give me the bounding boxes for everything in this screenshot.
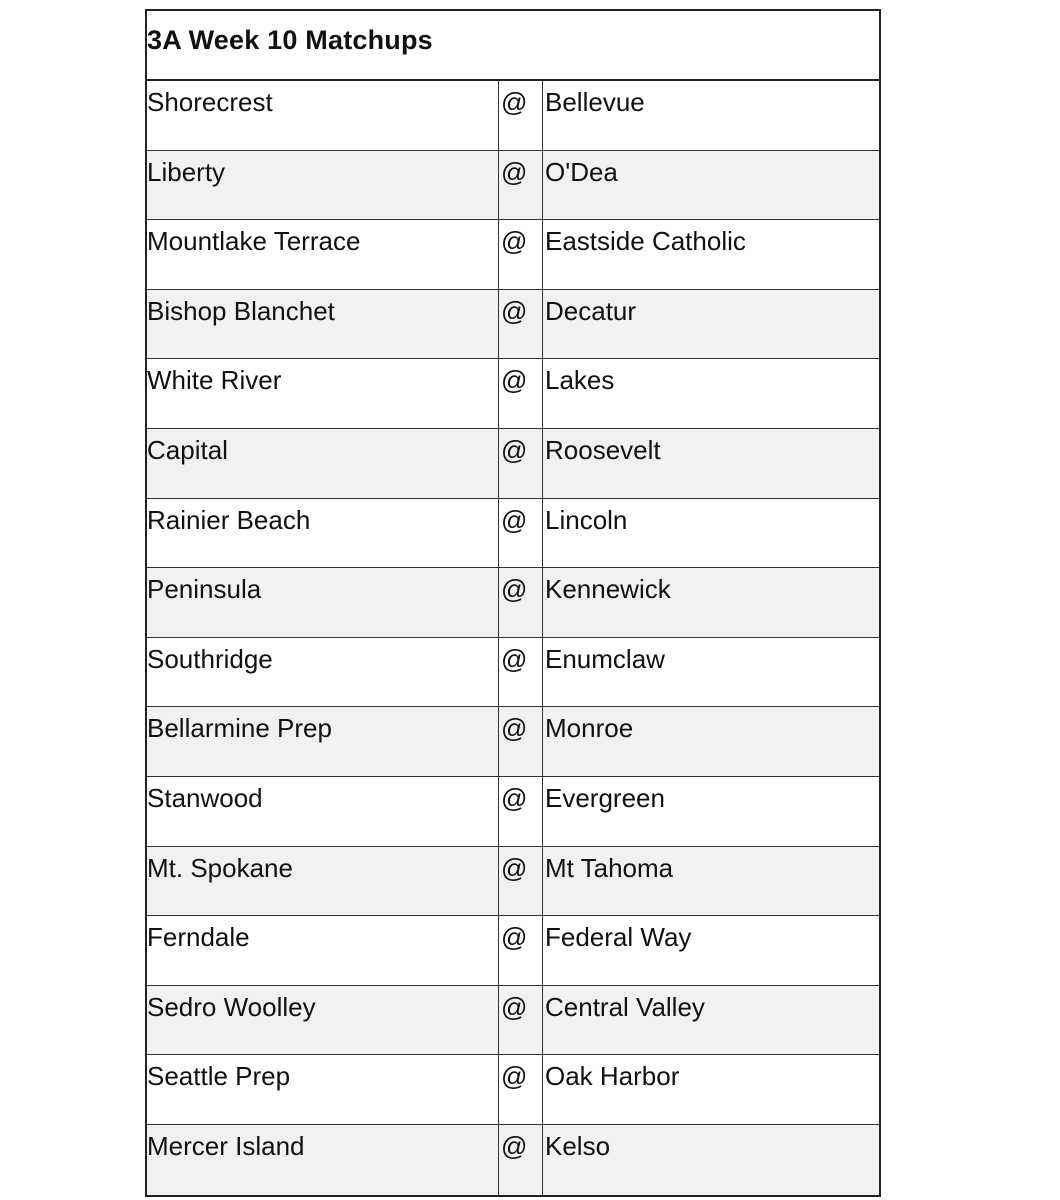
away-team: Bishop Blanchet [147, 295, 335, 326]
away-team-cell [147, 290, 499, 359]
matchup-row [147, 916, 879, 986]
away-team: Mt. Spokane [147, 852, 293, 883]
at-separator-cell [499, 707, 543, 776]
matchup-row [147, 151, 879, 221]
home-team-cell [543, 707, 879, 776]
away-team: Seattle Prep [147, 1061, 291, 1092]
matchup-row [147, 638, 879, 708]
home-team: Monroe [545, 713, 634, 744]
away-team-cell [147, 151, 499, 220]
away-team-cell [147, 429, 499, 498]
home-team-cell [543, 290, 879, 359]
away-team-cell [147, 777, 499, 846]
at-separator: @ [501, 226, 528, 257]
at-separator: @ [501, 1130, 528, 1161]
away-team: Southridge [147, 643, 273, 674]
away-team: White River [147, 365, 282, 396]
matchup-row [147, 847, 879, 917]
at-separator: @ [501, 504, 528, 535]
away-team: Mercer Island [147, 1130, 305, 1161]
at-separator-cell [499, 81, 543, 150]
away-team-cell [147, 81, 499, 150]
home-team-cell [543, 499, 879, 568]
home-team: O'Dea [545, 156, 618, 187]
home-team-cell [543, 151, 879, 220]
home-team-cell [543, 220, 879, 289]
home-team-cell [543, 916, 879, 985]
away-team: Bellarmine Prep [147, 713, 332, 744]
at-separator: @ [501, 643, 528, 674]
at-separator-cell [499, 429, 543, 498]
at-separator-cell [499, 151, 543, 220]
at-separator: @ [501, 782, 528, 813]
at-separator: @ [501, 87, 528, 117]
matchup-row [147, 290, 879, 360]
away-team: Rainier Beach [147, 504, 311, 535]
matchup-row [147, 359, 879, 429]
matchups-table [145, 9, 881, 1197]
matchup-row [147, 777, 879, 847]
home-team-cell [543, 568, 879, 637]
away-team-cell [147, 638, 499, 707]
home-team-cell [543, 847, 879, 916]
away-team-cell [147, 568, 499, 637]
matchup-row [147, 1125, 879, 1195]
home-team: Central Valley [545, 991, 705, 1022]
home-team-cell [543, 1125, 879, 1195]
away-team: Stanwood [147, 782, 263, 813]
home-team: Roosevelt [545, 434, 661, 465]
at-separator: @ [501, 434, 528, 465]
at-separator-cell [499, 638, 543, 707]
matchup-rows [147, 81, 879, 1195]
home-team: Lakes [545, 365, 615, 396]
home-team-cell [543, 359, 879, 428]
home-team-cell [543, 986, 879, 1055]
at-separator-cell [499, 499, 543, 568]
away-team-cell [147, 707, 499, 776]
table-title-row [147, 11, 879, 81]
matchup-row [147, 499, 879, 569]
matchup-row [147, 429, 879, 499]
away-team-cell [147, 220, 499, 289]
at-separator-cell [499, 1125, 543, 1195]
away-team: Ferndale [147, 922, 250, 953]
away-team-cell [147, 1055, 499, 1124]
home-team: Kennewick [545, 574, 671, 605]
table-title: 3A Week 10 Matchups [147, 25, 433, 55]
home-team-cell [543, 777, 879, 846]
at-separator: @ [501, 713, 528, 744]
home-team: Enumclaw [545, 643, 665, 674]
matchup-row [147, 81, 879, 151]
matchup-row [147, 1055, 879, 1125]
at-separator-cell [499, 359, 543, 428]
at-separator-cell [499, 986, 543, 1055]
home-team: Eastside Catholic [545, 226, 746, 257]
at-separator: @ [501, 922, 528, 953]
home-team: Decatur [545, 295, 637, 326]
at-separator-cell [499, 220, 543, 289]
home-team: Mt Tahoma [545, 852, 674, 883]
away-team: Liberty [147, 156, 226, 187]
away-team-cell [147, 847, 499, 916]
home-team: Oak Harbor [545, 1061, 680, 1092]
home-team-cell [543, 429, 879, 498]
matchup-row [147, 707, 879, 777]
home-team-cell [543, 1055, 879, 1124]
away-team: Shorecrest [147, 87, 273, 117]
matchup-row [147, 568, 879, 638]
at-separator: @ [501, 365, 528, 396]
at-separator: @ [501, 1061, 528, 1092]
matchup-row [147, 220, 879, 290]
at-separator-cell [499, 1055, 543, 1124]
away-team-cell [147, 916, 499, 985]
at-separator-cell [499, 568, 543, 637]
away-team-cell [147, 986, 499, 1055]
at-separator: @ [501, 295, 528, 326]
away-team: Peninsula [147, 574, 262, 605]
home-team: Federal Way [545, 922, 692, 953]
away-team: Sedro Woolley [147, 991, 316, 1022]
home-team: Bellevue [545, 87, 645, 117]
matchup-row [147, 986, 879, 1056]
at-separator-cell [499, 847, 543, 916]
at-separator: @ [501, 991, 528, 1022]
at-separator: @ [501, 574, 528, 605]
at-separator-cell [499, 777, 543, 846]
home-team-cell [543, 638, 879, 707]
away-team: Mountlake Terrace [147, 226, 361, 257]
at-separator: @ [501, 852, 528, 883]
home-team-cell [543, 81, 879, 150]
home-team: Evergreen [545, 782, 665, 813]
away-team-cell [147, 1125, 499, 1195]
away-team-cell [147, 499, 499, 568]
at-separator-cell [499, 916, 543, 985]
away-team: Capital [147, 434, 228, 465]
at-separator-cell [499, 290, 543, 359]
home-team: Lincoln [545, 504, 628, 535]
away-team-cell [147, 359, 499, 428]
home-team: Kelso [545, 1130, 611, 1161]
at-separator: @ [501, 156, 528, 187]
